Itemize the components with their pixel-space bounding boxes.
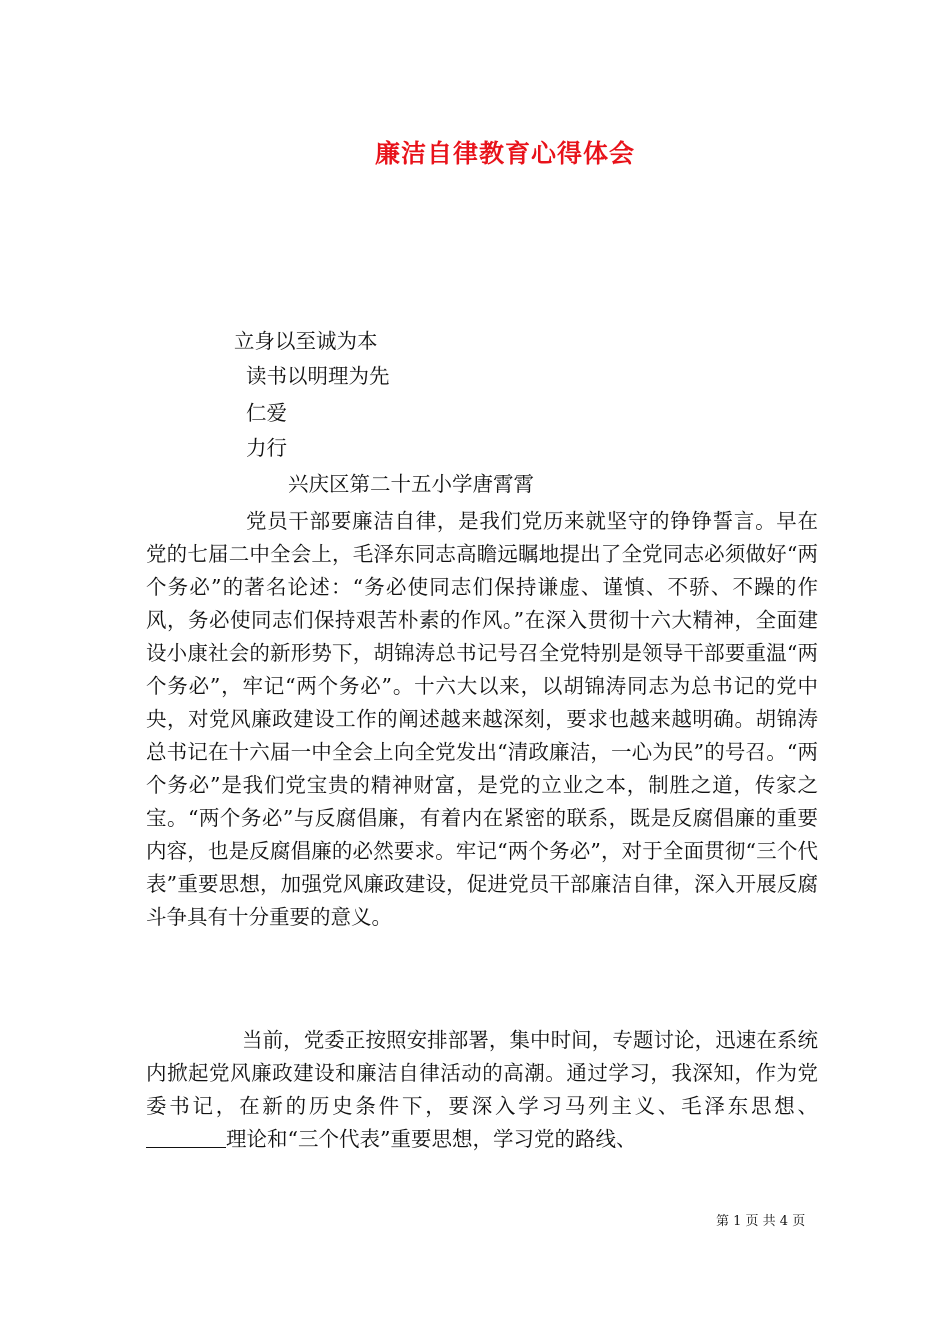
body-paragraph-2 [146,1024,818,1156]
page-title: 廉洁自律教育心得体会 [374,139,635,168]
motto-line-3: 仁爱 [246,401,287,425]
motto-line-1: 立身以至诚为本 [234,329,378,353]
author-line: 兴庆区第二十五小学唐霄霄 [288,472,534,496]
paragraph-2-text-start: 当前，党委正按照安排部署，集中时间，专题讨论，迅速在系统内掀起党风廉政建设和廉洁自律活动的高潮。通过学习，我深知，作为党委书记，在新的历史条件下，要深入学习马列主义、毛泽东思想、 [146,1028,818,1118]
motto-line-2: 读书以明理为先 [246,364,390,388]
fill-in-blank [146,1129,226,1148]
page-number-footer: 第 1 页 共 4 页 [716,1214,806,1229]
motto-line-4: 力行 [246,436,287,460]
paragraph-2-text-end: 理论和“三个代表”重要思想，学习党的路线、 [226,1127,637,1151]
body-paragraph-1: 党员干部要廉洁自律，是我们党历来就坚守的铮铮誓言。早在党的七届二中全会上，毛泽东同志高瞻远瞩地提出了全党同志必须做好“两个务必”的著名论述：“务必使同志们保持谦虚、谨慎、不骄、不躁的作风，务必使同志们保持艰苦朴素的作风。”在深入贯彻十六大精神，全面建设小康社会的新形势下，胡锦涛总书记号召全党特别是领导干部要重温“两个务必”，牢记“两个务必”。十六大以来，以胡锦涛同志为总书记的党中央，对党风廉政建设工作的阐述越来越深刻，要求也越来越明确。胡锦涛总书记在十六届一中全会上向全党发出“清政廉洁，一心为民”的号召。“两个务必”是我们党宝贵的精神财富，是党的立业之本，制胜之道，传家之宝。“两个务必”与反腐倡廉，有着内在紧密的联系，既是反腐倡廉的重要内容，也是反腐倡廉的必然要求。牢记“两个务必”，对于全面贯彻“三个代表”重要思想，加强党风廉政建设，促进党员干部廉洁自律，深入开展反腐斗争具有十分重要的意义。 [146,509,818,929]
